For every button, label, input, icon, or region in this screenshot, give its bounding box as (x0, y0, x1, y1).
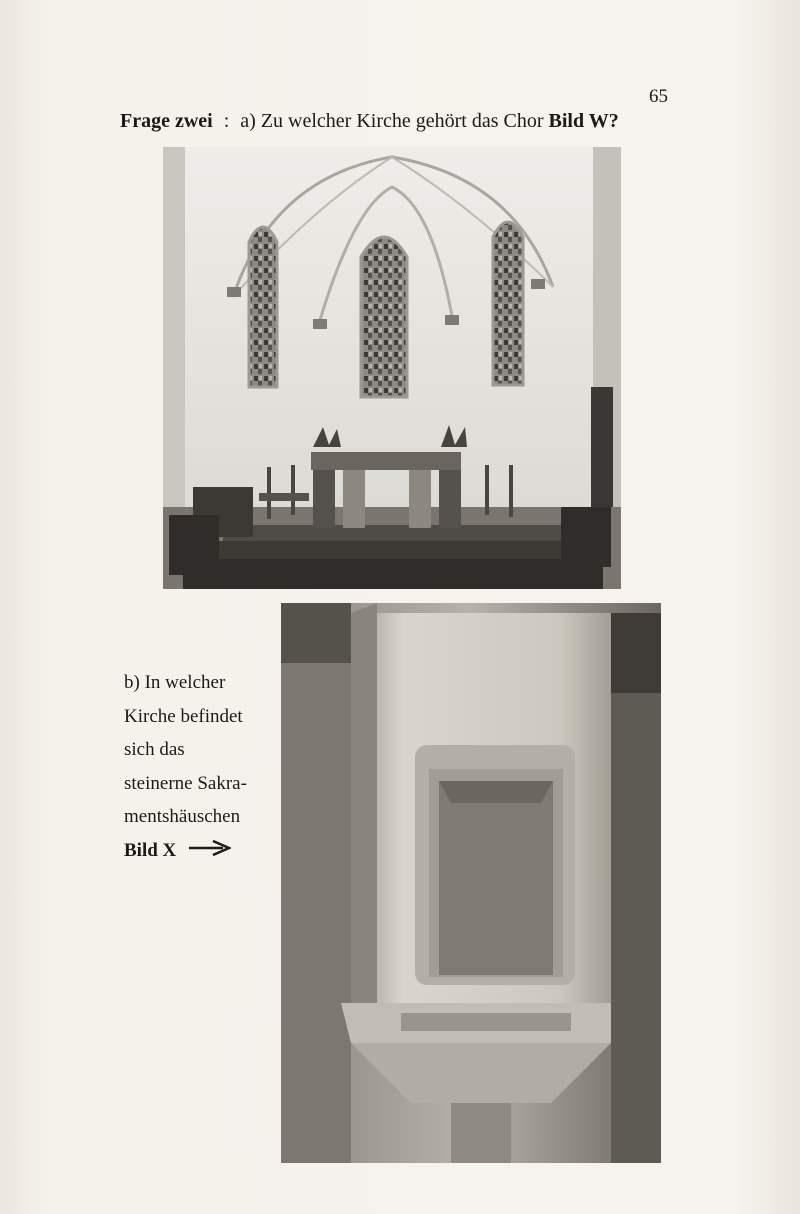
right-arrow-icon (187, 834, 231, 868)
page-number: 65 (649, 86, 668, 107)
caption-line: sich das (124, 739, 185, 760)
caption-line: mentshäuschen (124, 806, 241, 827)
question-label: Frage zwei (120, 110, 213, 132)
caption-image-ref: Bild X (124, 839, 177, 861)
caption-line: b) In welcher (124, 672, 226, 693)
sacrament-house-photo (281, 603, 661, 1163)
question-separator: : (223, 110, 230, 132)
question-mark: ? (608, 110, 619, 132)
question-text: a) Zu welcher Kirche gehört das Chor (240, 110, 544, 132)
caption-line: Kirche befindet (124, 705, 243, 727)
choir-photo (163, 147, 621, 589)
question-b-caption (124, 666, 274, 868)
caption-line: steinerne Sakra- (124, 772, 247, 794)
question-image-ref: Bild W (548, 110, 609, 132)
question-heading (120, 110, 680, 133)
